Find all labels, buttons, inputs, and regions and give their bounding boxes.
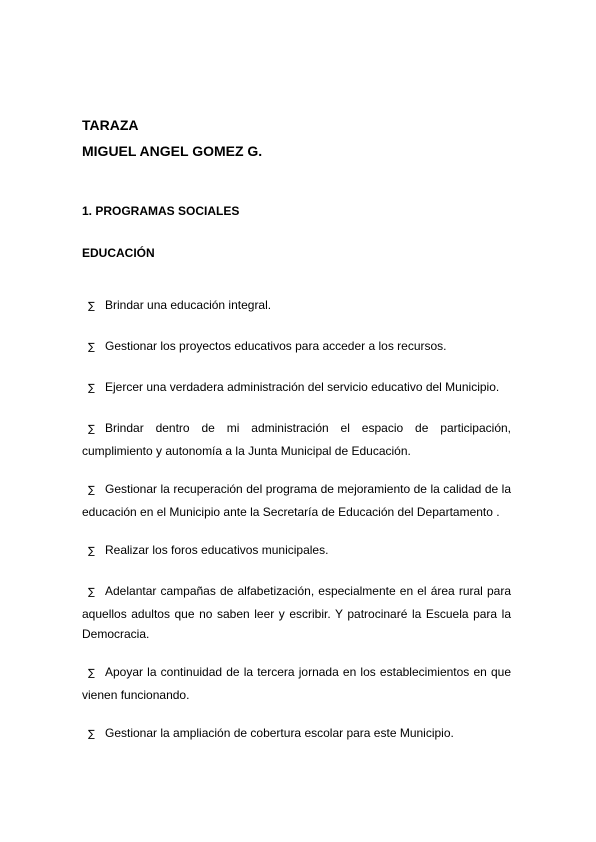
list-item-text: Realizar los foros educativos municipales. [105, 543, 329, 557]
list-item [82, 479, 511, 522]
list-item-text: Brindar una educación integral. [105, 298, 272, 312]
bullet-icon: ∑ [88, 383, 95, 394]
list-item-text: Apoyar la continuidad de la tercera jornada en los establecimientos en que vienen funcionando. [82, 665, 511, 702]
list-item [82, 540, 511, 563]
bullet-icon: ∑ [88, 424, 95, 435]
bullet-icon: ∑ [88, 546, 95, 557]
list-item-text: Ejercer una verdadera administración del servicio educativo del Municipio. [105, 380, 500, 394]
list-item-text: Gestionar la ampliación de cobertura escolar para este Municipio. [105, 726, 454, 740]
bullet-icon: ∑ [88, 485, 95, 496]
list-item [82, 581, 511, 645]
list-item-text: Brindar dentro de mi administración el espacio de participación, cumplimiento y autonomía a la Junta Municipal de Educación. [82, 421, 511, 458]
bullet-icon: ∑ [88, 668, 95, 679]
municipality-title: TARAZA [82, 117, 139, 133]
candidate-name: MIGUEL ANGEL GOMEZ G. [82, 143, 263, 159]
bullet-icon: ∑ [88, 301, 95, 312]
list-item [82, 723, 511, 746]
list-item [82, 336, 511, 359]
bullet-icon: ∑ [88, 729, 95, 740]
bullet-icon: ∑ [88, 587, 95, 598]
list-item [82, 418, 511, 461]
section-heading: 1. PROGRAMAS SOCIALES [82, 204, 240, 218]
list-item-text: Gestionar la recuperación del programa de mejoramiento de la calidad de la educación en el Municipio ante la Secretaría de Educación del Departamento . [82, 482, 511, 519]
list-item-text: Gestionar los proyectos educativos para acceder a los recursos. [105, 339, 447, 353]
list-item [82, 662, 511, 705]
list-item-text: Adelantar campañas de alfabetización, especialmente en el área rural para aquellos adultos que no saben leer y escribir. Y patrocinaré la Escuela para la Democracia. [82, 584, 511, 641]
list-item [82, 377, 511, 400]
bullet-icon: ∑ [88, 342, 95, 353]
list-item [82, 295, 511, 318]
subsection-heading: EDUCACIÓN [82, 246, 155, 260]
